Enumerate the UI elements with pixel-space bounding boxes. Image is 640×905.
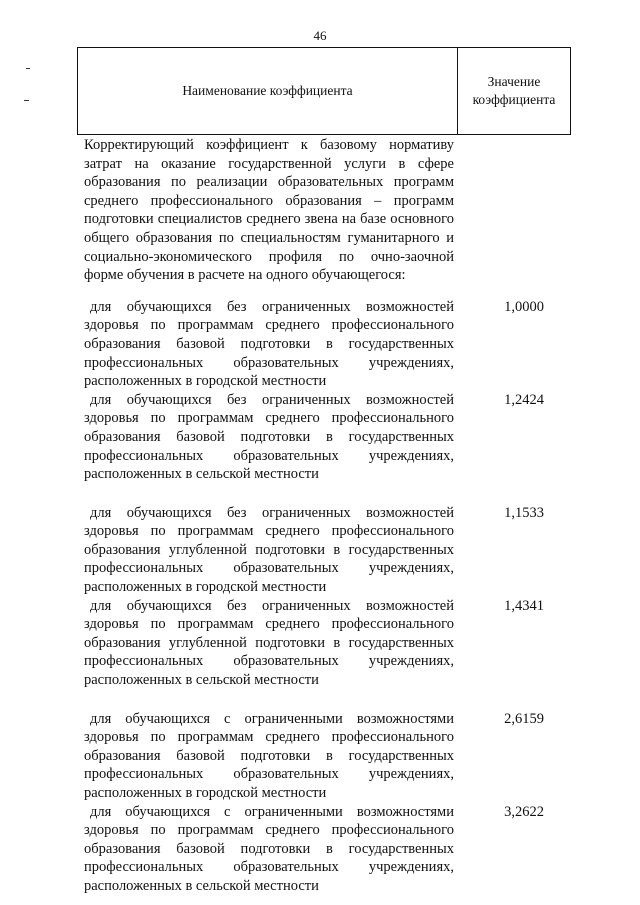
row-description: для обучающихся без ограниченных возможностей здоровья по программам среднего профессионального образования углубленной подготовки в государственных профессиональных образовательных учреждениях, расположенных в городской местности <box>84 504 454 596</box>
table-row <box>84 803 564 896</box>
table-row <box>84 597 564 690</box>
row-value: 1,4341 <box>504 597 544 614</box>
row-description: для обучающихся с ограниченными возможностями здоровья по программам среднего профессионального образования базовой подготовки в государственных профессиональных образовательных учреждениях, расположенных в сельской местности <box>84 803 454 894</box>
table-row <box>84 710 564 803</box>
table-header <box>77 47 571 135</box>
page-number: 46 <box>313 28 327 43</box>
row-value: 2,6159 <box>504 710 544 727</box>
row-description: для обучающихся с ограниченными возможностями здоровья по программам среднего профессионального образования базовой подготовки в государственных профессиональных образовательных учреждениях, расположенных в городской местности <box>84 710 454 801</box>
table-row <box>84 504 564 597</box>
margin-mark <box>24 100 29 101</box>
row-value: 1,0000 <box>504 298 544 315</box>
row-description: для обучающихся без ограниченных возможностей здоровья по программам среднего профессионального образования базовой подготовки в государственных профессиональных образовательных учреждениях, расположенных в городской местности <box>84 298 454 390</box>
intro-paragraph: Корректирующий коэффициент к базовому нормативу затрат на оказание государственной услуги в сфере образования по реализации образовательных программ среднего профессионального образования – программ подготовки специалистов среднего звена на базе основного общего образования по специальностям гуманитарного и социально-экономического профиля по очно-заочной форме обучения в расчете на одного обучающегося: <box>84 137 454 284</box>
column-header-value: Значение коэффициента <box>472 74 556 107</box>
row-description: для обучающихся без ограниченных возможностей здоровья по программам среднего профессионального образования углубленной подготовки в государственных профессиональных образовательных учреждениях, расположенных в сельской местности <box>84 597 454 689</box>
row-value: 1,2424 <box>504 391 544 408</box>
table-row <box>84 298 564 391</box>
column-header-name: Наименование коэффициента <box>78 48 458 134</box>
row-value: 3,2622 <box>504 803 544 820</box>
document-body <box>84 136 564 896</box>
row-value: 1,1533 <box>504 504 544 521</box>
margin-mark <box>26 68 30 69</box>
row-description: для обучающихся без ограниченных возможностей здоровья по программам среднего профессионального образования базовой подготовки в государственных профессиональных образовательных учреждениях, расположенных в сельской местности <box>84 391 454 483</box>
table-row <box>84 391 564 484</box>
